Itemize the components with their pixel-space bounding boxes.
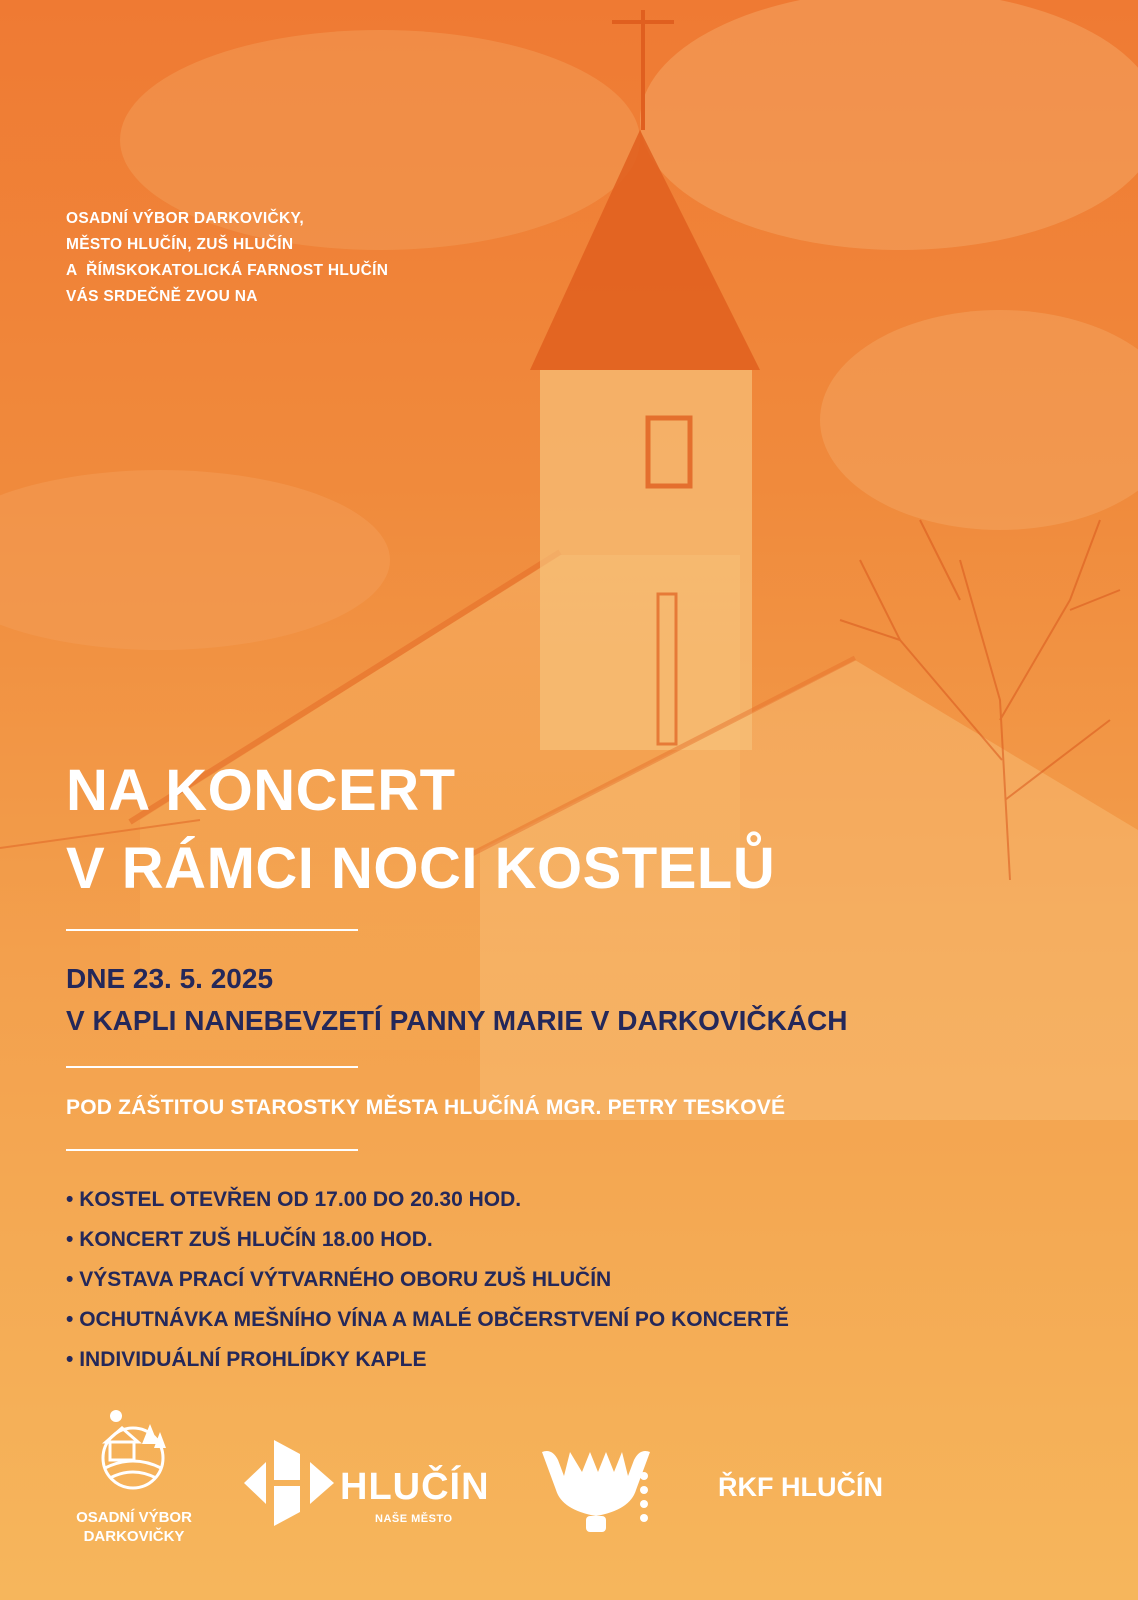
- program-item: • INDIVIDUÁLNÍ PROHLÍDKY KAPLE: [66, 1340, 789, 1380]
- intro-line: VÁS SRDEČNĚ ZVOU NA: [66, 288, 258, 305]
- hlucin-logo-word: HLUČÍN: [340, 1466, 490, 1508]
- zus-lyre-logo-icon: [540, 1446, 656, 1534]
- cloud: [640, 0, 1138, 250]
- divider: [66, 1149, 358, 1151]
- divider: [66, 1066, 358, 1068]
- intro-line: MĚSTO HLUČÍN, ZUŠ HLUČÍN: [66, 236, 294, 253]
- event-place: V KAPLI NANEBEVZETÍ PANNY MARIE V DARKOVIČKÁCH: [66, 1005, 848, 1036]
- event-title: [66, 752, 775, 908]
- hlucin-logo-tagline: NAŠE MĚSTO: [375, 1513, 453, 1525]
- divider: [66, 929, 358, 931]
- intro-invitation: [66, 206, 388, 310]
- program-item: • OCHUTNÁVKA MEŠNÍHO VÍNA A MALÉ OBČERSTVENÍ PO KONCERTĚ: [66, 1300, 789, 1340]
- title-line-2: V RÁMCI NOCI KOSTELŮ: [66, 836, 776, 901]
- osadni-line-2: DARKOVIČKY: [83, 1528, 185, 1545]
- hlucin-h-logo-icon: [244, 1440, 334, 1526]
- event-date: DNE 23. 5. 2025: [66, 963, 274, 994]
- osadni-line-1: OSADNÍ VÝBOR: [76, 1509, 192, 1526]
- event-details: [66, 958, 847, 1042]
- title-line-1: NA KONCERT: [66, 758, 456, 823]
- intro-line: A ŘÍMSKOKATOLICKÁ FARNOST HLUČÍN: [66, 262, 389, 279]
- osadni-vybor-logo-text: [66, 1508, 202, 1546]
- program-list: [66, 1180, 789, 1380]
- patronage: POD ZÁŠTITOU STAROSTKY MĚSTA HLUČÍNÁ MGR. PETRY TESKOVÉ: [66, 1096, 786, 1119]
- cloud: [820, 310, 1138, 530]
- program-item: • KOSTEL OTEVŘEN OD 17.00 DO 20.30 HOD.: [66, 1180, 789, 1220]
- program-item: • VÝSTAVA PRACÍ VÝTVARNÉHO OBORU ZUŠ HLUČÍN: [66, 1260, 789, 1300]
- osadni-vybor-logo-icon: [92, 1408, 174, 1490]
- cloud: [0, 470, 390, 650]
- intro-line: OSADNÍ VÝBOR DARKOVIČKY,: [66, 210, 305, 227]
- rkf-hlucin-logo-text: ŘKF HLUČÍN: [718, 1472, 883, 1502]
- program-item: • KONCERT ZUŠ HLUČÍN 18.00 HOD.: [66, 1220, 789, 1260]
